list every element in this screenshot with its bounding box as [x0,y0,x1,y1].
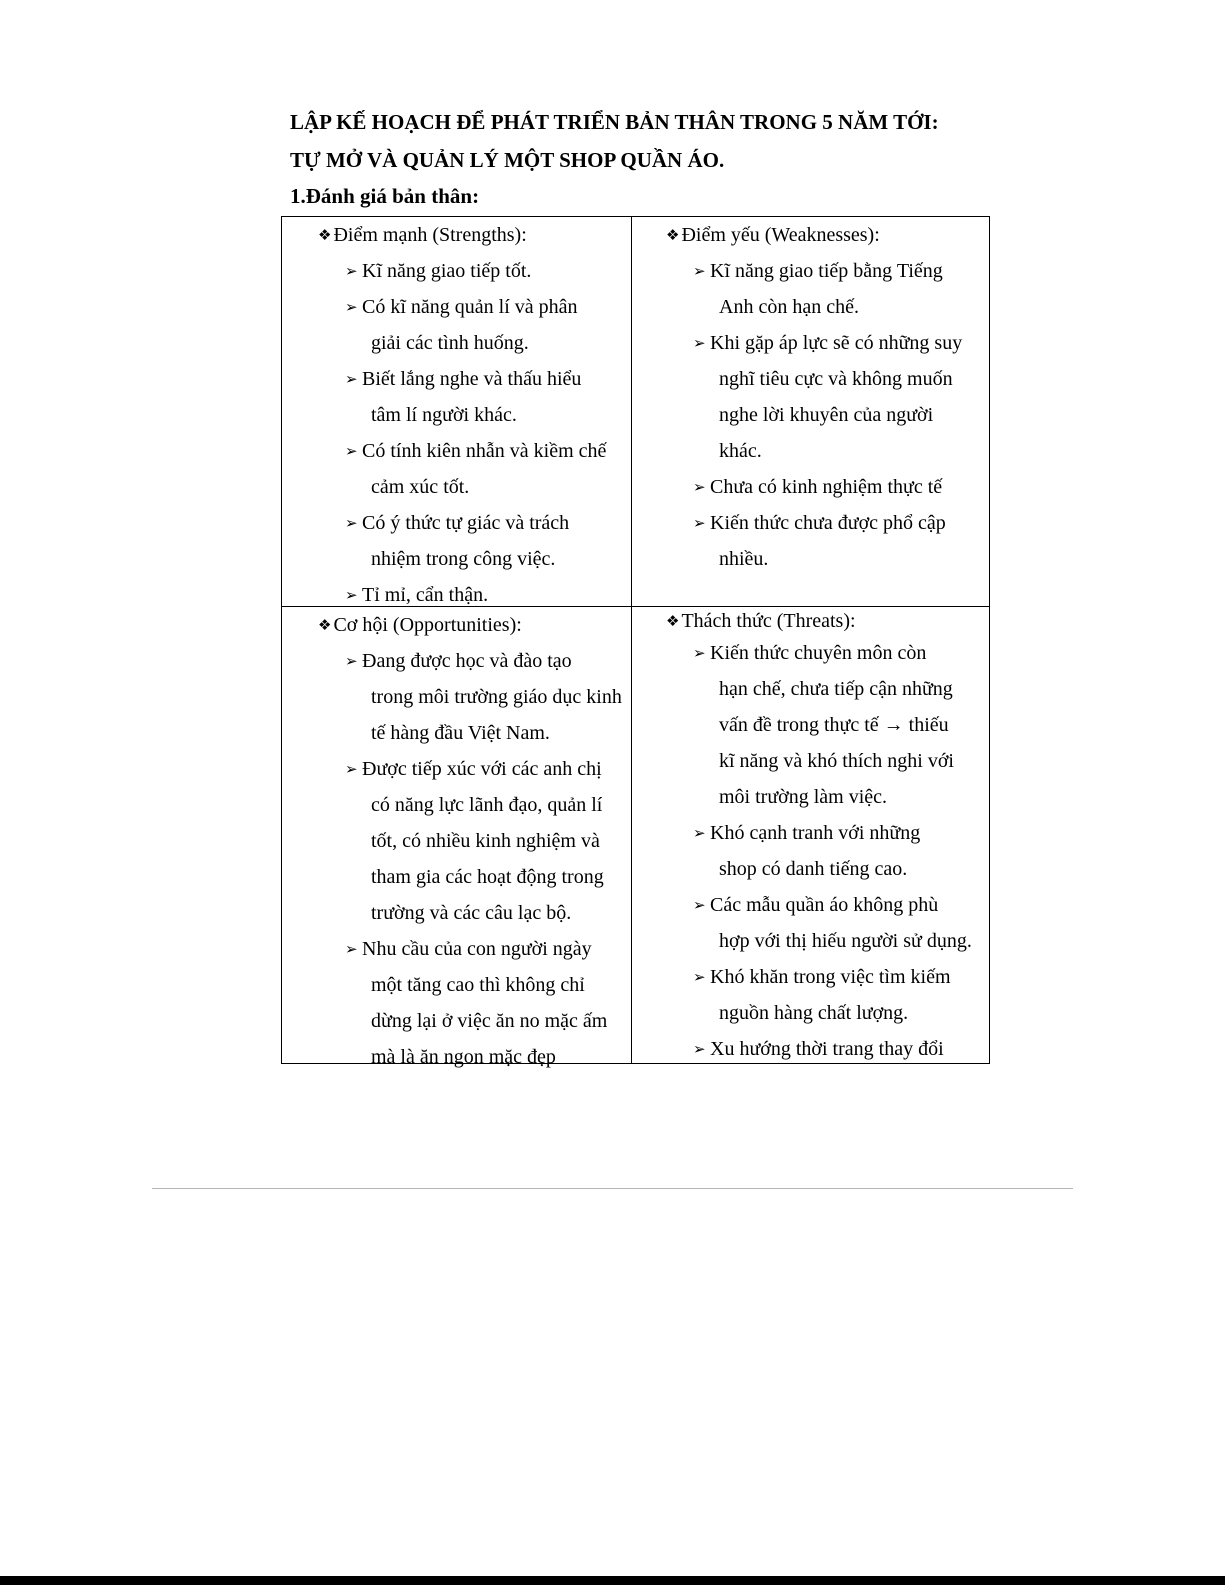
arrowhead-icon: ➢ [693,968,706,986]
swot-cell-strengths [318,217,606,613]
list-item-line: trong môi trường giáo dục kinh [371,686,622,708]
list-item-line: khác. [719,440,762,462]
list-item-line: tham gia các hoạt động trong [371,866,604,888]
list-item-line: nhiệm trong công việc. [371,548,556,570]
list-item [693,505,962,577]
list-item [345,361,606,433]
list-item-line: Kiến thức chuyên môn còn [710,642,927,664]
list-item-line: Kĩ năng giao tiếp bằng Tiếng [710,260,943,282]
list-item-line: một tăng cao thì không chỉ [371,974,585,996]
list-item [345,751,622,931]
list-item-line: Anh còn hạn chế. [719,296,859,318]
list-item-line: hợp với thị hiếu người sử dụng. [719,930,972,952]
weaknesses-list [693,253,962,577]
table-column-divider [631,217,632,1063]
list-item-line: nghe lời khuyên của người [719,404,934,426]
list-item-line: có năng lực lãnh đạo, quản lí [371,794,603,816]
arrowhead-icon: ➢ [345,586,358,604]
list-item [345,253,606,289]
list-item-line: tốt, có nhiều kinh nghiệm và [371,830,600,852]
list-item [693,815,972,887]
list-item-line: vấn đề trong thực tế → thiếu [719,714,949,736]
arrowhead-icon: ➢ [345,940,358,958]
arrowhead-icon: ➢ [693,514,706,532]
list-item [693,959,972,1031]
swot-cell-opportunities [318,607,622,1075]
list-item-line: tế hàng đầu Việt Nam. [371,722,550,744]
list-item-line: Có tính kiên nhẫn và kiềm chế [362,440,607,462]
list-item [345,931,622,1075]
list-item [693,325,962,469]
list-item-line: Kiến thức chưa được phổ cập [710,512,946,534]
list-item [693,469,962,505]
arrowhead-icon: ➢ [693,1040,706,1058]
list-item-line: Xu hướng thời trang thay đổi [710,1038,944,1060]
threats-title: Thách thức (Threats): [681,610,856,632]
list-item-line: giải các tình huống. [371,332,529,354]
swot-table [281,216,990,1068]
list-item [693,253,962,325]
list-item-line: nhiều. [719,548,769,570]
list-item-line: trường và các câu lạc bộ. [371,902,572,924]
list-item-line: Khó khăn trong việc tìm kiếm [710,966,951,988]
list-item-line: kĩ năng và khó thích nghi với [719,750,954,772]
diamond-cluster-icon: ❖ [318,616,332,634]
list-item [345,433,606,505]
diamond-cluster-icon: ❖ [666,226,680,244]
list-item [693,887,972,959]
strengths-heading [318,217,606,253]
list-item-line: nguồn hàng chất lượng. [719,1002,909,1024]
list-item [345,505,606,577]
weaknesses-title: Điểm yếu (Weaknesses): [681,224,880,246]
opportunities-list [345,643,622,1075]
list-item-line: Đang được học và đào tạo [362,650,572,672]
arrowhead-icon: ➢ [693,478,706,496]
threats-list [693,635,972,1067]
list-item [345,643,622,751]
arrowhead-icon: ➢ [345,652,358,670]
list-item-line: Chưa có kinh nghiệm thực tế [710,476,943,498]
section-heading: 1.Đánh giá bản thân: [290,184,480,208]
arrowhead-icon: ➢ [693,262,706,280]
list-item [693,635,972,815]
threats-heading [666,607,972,635]
list-item-line: Nhu cầu của con người ngày [362,938,592,960]
list-item-line: Có ý thức tự giác và trách [362,512,570,534]
list-item-line: Được tiếp xúc với các anh chị [362,758,602,780]
arrowhead-icon: ➢ [345,370,358,388]
list-item-line: Có kĩ năng quản lí và phân [362,296,578,318]
document-title-line-1: LẬP KẾ HOẠCH ĐỂ PHÁT TRIỂN BẢN THÂN TRONG 5 NĂM TỚI: [290,110,939,134]
list-item-line: tâm lí người khác. [371,404,517,426]
document-title-line-2: TỰ MỞ VÀ QUẢN LÝ MỘT SHOP QUẦN ÁO. [290,148,725,172]
strengths-title: Điểm mạnh (Strengths): [333,224,527,246]
arrowhead-icon: ➢ [345,442,358,460]
arrowhead-icon: ➢ [693,644,706,662]
opportunities-heading [318,607,622,643]
list-item-line: nghĩ tiêu cực và không muốn [719,368,953,390]
page-divider [152,1188,1073,1189]
list-item-line: mà là ăn ngon mặc đẹp [371,1046,556,1068]
strengths-list [345,253,606,613]
list-item-line: hạn chế, chưa tiếp cận những [719,678,953,700]
list-item-line: Kĩ năng giao tiếp tốt. [362,260,532,282]
arrowhead-icon: ➢ [693,334,706,352]
page-bottom-edge [0,1576,1225,1585]
list-item [345,289,606,361]
arrowhead-icon: ➢ [345,298,358,316]
list-item-line: Các mẫu quần áo không phù [710,894,939,916]
arrowhead-icon: ➢ [693,896,706,914]
list-item-line: cảm xúc tốt. [371,476,470,498]
weaknesses-heading [666,217,962,253]
list-item-line: Biết lắng nghe và thấu hiểu [362,368,582,390]
list-item-line: dừng lại ở việc ăn no mặc ấm [371,1010,608,1032]
list-item-line: Khó cạnh tranh với những [710,822,921,844]
swot-cell-threats [666,607,972,1067]
diamond-cluster-icon: ❖ [666,612,680,630]
list-item [693,1031,972,1067]
list-item-line: môi trường làm việc. [719,786,888,808]
list-item-line: shop có danh tiếng cao. [719,858,908,880]
arrowhead-icon: ➢ [345,514,358,532]
list-item-line: Tỉ mỉ, cẩn thận. [362,584,489,606]
arrowhead-icon: ➢ [693,824,706,842]
list-item-line: Khi gặp áp lực sẽ có những suy [710,332,963,354]
diamond-cluster-icon: ❖ [318,226,332,244]
arrowhead-icon: ➢ [345,262,358,280]
arrowhead-icon: ➢ [345,760,358,778]
swot-cell-weaknesses [666,217,962,577]
opportunities-title: Cơ hội (Opportunities): [333,614,522,636]
